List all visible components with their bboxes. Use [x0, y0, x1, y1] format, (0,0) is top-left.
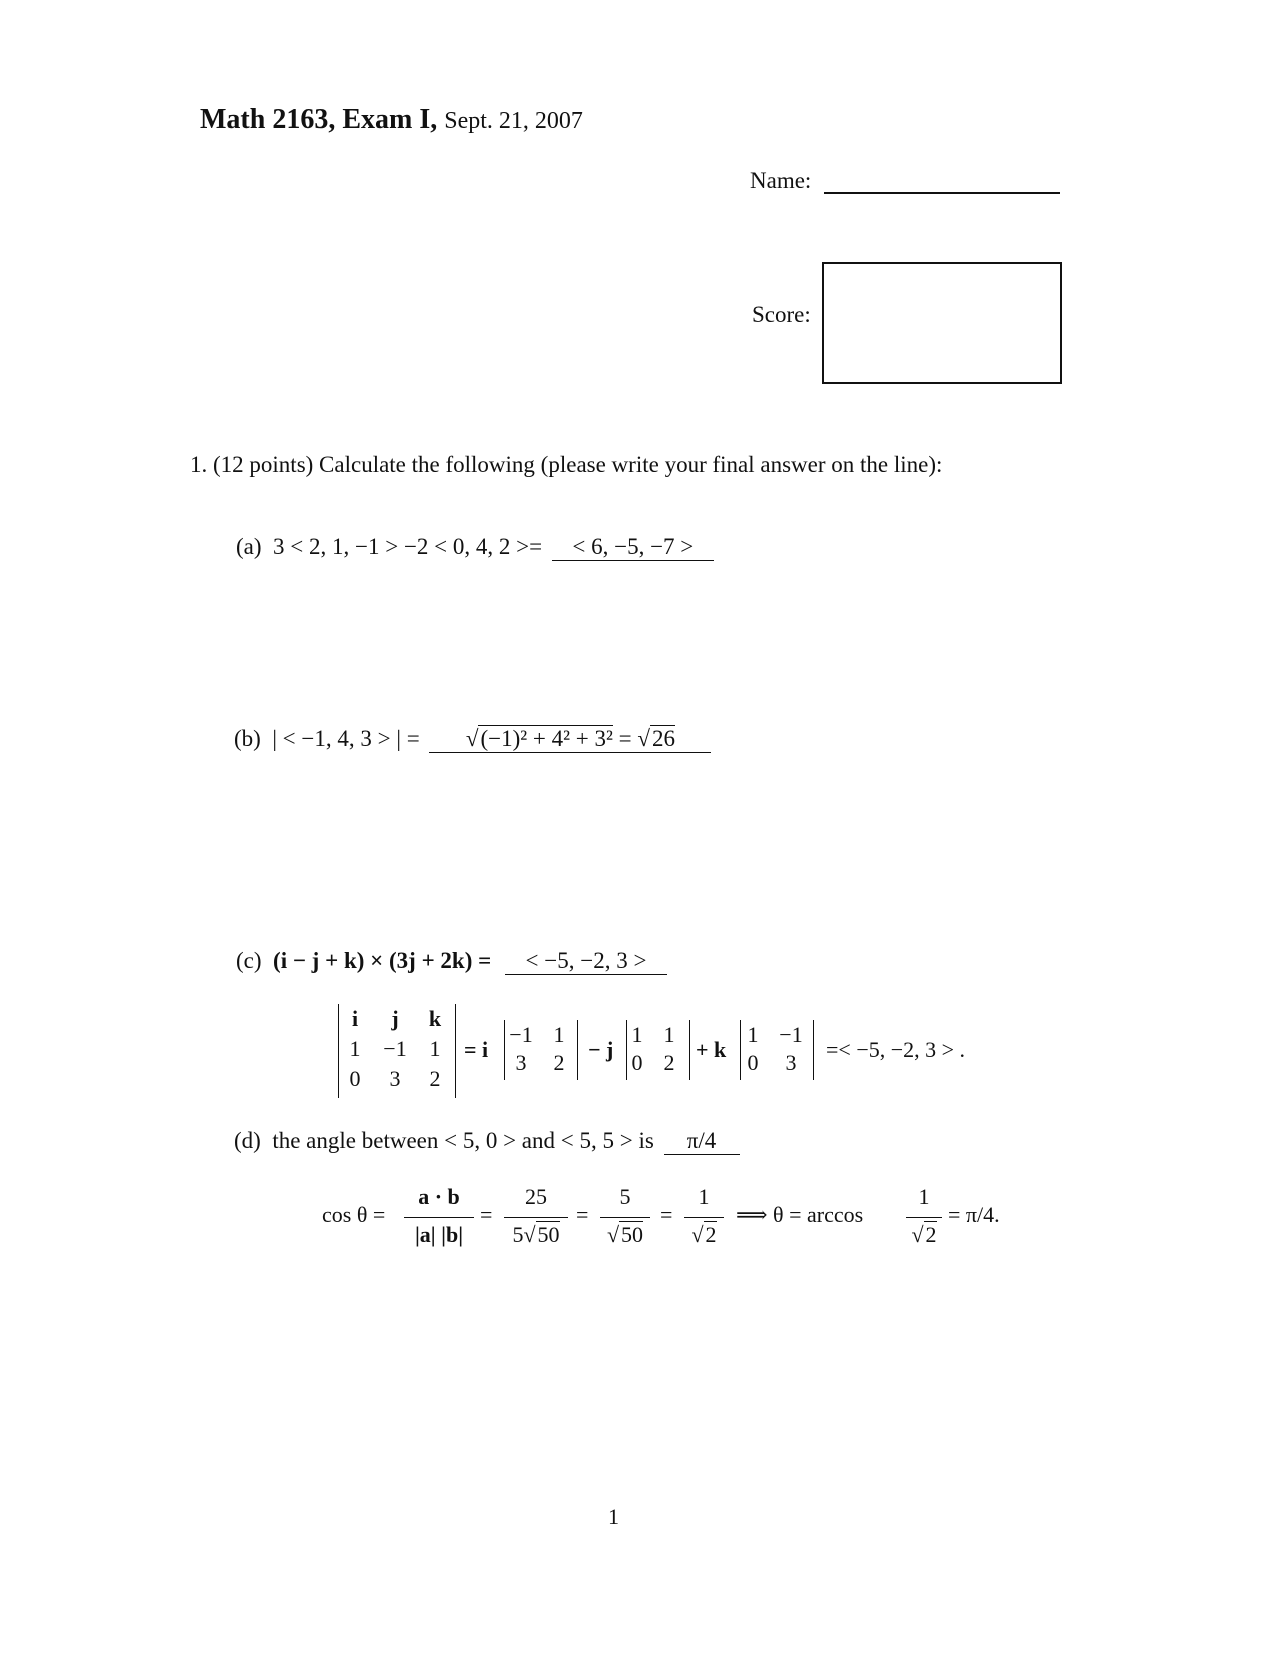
det-cell: 0 — [747, 1050, 759, 1075]
score-box[interactable] — [822, 262, 1062, 384]
det-cell: j — [391, 1006, 399, 1031]
fraction-numerator: 5 — [619, 1184, 631, 1209]
fraction-25-over-5sqrt50 — [504, 1184, 568, 1254]
part-a-label: (a) — [236, 534, 262, 559]
det-cell: 1 — [631, 1022, 643, 1047]
part-b-equals: = — [618, 726, 632, 751]
det-cell: 1 — [429, 1036, 441, 1061]
cos-lhs: cos θ = — [322, 1202, 386, 1227]
det-cell: 1 — [747, 1022, 759, 1047]
radicand: 2 — [925, 1222, 937, 1247]
part-a-expression: 3 < 2, 1, −1 > −2 < 0, 4, 2 >= — [273, 534, 543, 559]
sqrt-symbol: √ — [911, 1222, 924, 1247]
part-c-result: =< −5, −2, 3 > . — [826, 1037, 966, 1062]
implies-theta: ⟹ θ = arccos — [736, 1202, 864, 1227]
fraction-numerator: 1 — [698, 1184, 710, 1209]
part-d-answer: π/4 — [664, 1128, 740, 1155]
determinant-k — [740, 1020, 814, 1080]
fraction-bar — [684, 1217, 724, 1218]
sqrt-symbol: √ — [637, 726, 650, 751]
part-d — [234, 1128, 740, 1155]
determinant-3x3 — [338, 1004, 456, 1098]
fraction-dot-product — [404, 1184, 474, 1254]
radicand: 50 — [537, 1222, 560, 1247]
name-label: Name: — [750, 168, 812, 193]
det-cell: 3 — [389, 1066, 401, 1091]
eq-i: = i — [464, 1037, 489, 1062]
det-cell: 2 — [429, 1066, 441, 1091]
fraction-denominator — [684, 1222, 724, 1248]
plus-k: + k — [696, 1037, 727, 1062]
det-cell: i — [351, 1006, 359, 1031]
equals: = — [480, 1202, 493, 1227]
sqrt-symbol: √ — [523, 1222, 536, 1247]
equals: = — [576, 1202, 589, 1227]
part-c-expression: (i − j + k) × (3j + 2k) = — [273, 948, 492, 973]
minus-j: − j — [588, 1037, 614, 1062]
fraction-1-over-sqrt2 — [684, 1184, 724, 1254]
det-cell: 0 — [349, 1066, 361, 1091]
fraction-bar — [600, 1217, 650, 1218]
part-c-answer: < −5, −2, 3 > — [505, 948, 667, 975]
det-cell: 1 — [553, 1022, 565, 1047]
course-title: Math 2163, Exam I, — [200, 104, 438, 135]
fraction-1-over-sqrt2 — [906, 1184, 942, 1254]
part-b — [234, 726, 711, 753]
sqrt-symbol: √ — [465, 726, 479, 751]
name-field-line[interactable] — [824, 192, 1060, 194]
det-cell: 2 — [663, 1050, 675, 1075]
part-b-result: 26 — [652, 726, 675, 751]
equals: = — [660, 1202, 673, 1227]
det-cell: k — [428, 1006, 442, 1031]
det-cell: 1 — [349, 1036, 361, 1061]
radicand: 50 — [621, 1222, 644, 1247]
part-b-answer — [429, 726, 711, 753]
page-number: 1 — [608, 1504, 619, 1529]
det-cell: −1 — [509, 1022, 533, 1047]
part-d-expression: the angle between < 5, 0 > and < 5, 5 > is — [272, 1128, 654, 1153]
fraction-denominator — [906, 1222, 942, 1248]
determinant-j — [626, 1020, 690, 1080]
problem-1-intro: 1. (12 points) Calculate the following (please write your final answer on the line): — [190, 452, 943, 477]
part-b-label: (b) — [234, 726, 261, 751]
fraction-bar — [906, 1217, 942, 1218]
sqrt-symbol: √ — [606, 1222, 620, 1247]
fraction-numerator: a · b — [418, 1184, 460, 1209]
det-cell: 2 — [553, 1050, 565, 1075]
det-cell: 3 — [785, 1050, 797, 1075]
part-d-label: (d) — [234, 1128, 261, 1153]
exam-title — [200, 104, 583, 136]
part-a-answer: < 6, −5, −7 > — [552, 534, 714, 561]
fraction-bar — [404, 1217, 474, 1218]
det-cell: 1 — [663, 1022, 675, 1047]
part-c-label: (c) — [236, 948, 262, 973]
fraction-denominator: |a| |b| — [414, 1222, 464, 1247]
fraction-bar — [504, 1217, 568, 1218]
exam-date: Sept. 21, 2007 — [444, 108, 583, 134]
fraction-numerator: 1 — [918, 1184, 930, 1209]
det-cell: 0 — [631, 1050, 643, 1075]
fraction-denominator — [504, 1222, 568, 1248]
coefficient: 5 — [512, 1222, 524, 1247]
part-d-result: = π/4. — [948, 1202, 1000, 1227]
sqrt-symbol: √ — [691, 1222, 704, 1247]
det-cell: −1 — [779, 1022, 803, 1047]
part-c — [236, 948, 667, 975]
determinant-i — [504, 1020, 578, 1080]
part-b-expression: | < −1, 4, 3 > | = — [272, 726, 420, 751]
fraction-5-over-sqrt50 — [600, 1184, 650, 1254]
score-label: Score: — [752, 302, 811, 327]
det-cell: 3 — [515, 1050, 527, 1075]
fraction-numerator: 25 — [525, 1184, 547, 1209]
part-b-radicand: (−1)² + 4² + 3² — [480, 726, 613, 751]
fraction-denominator — [600, 1222, 650, 1248]
radicand: 2 — [705, 1222, 717, 1247]
part-a — [236, 534, 714, 561]
det-cell: −1 — [383, 1036, 407, 1061]
